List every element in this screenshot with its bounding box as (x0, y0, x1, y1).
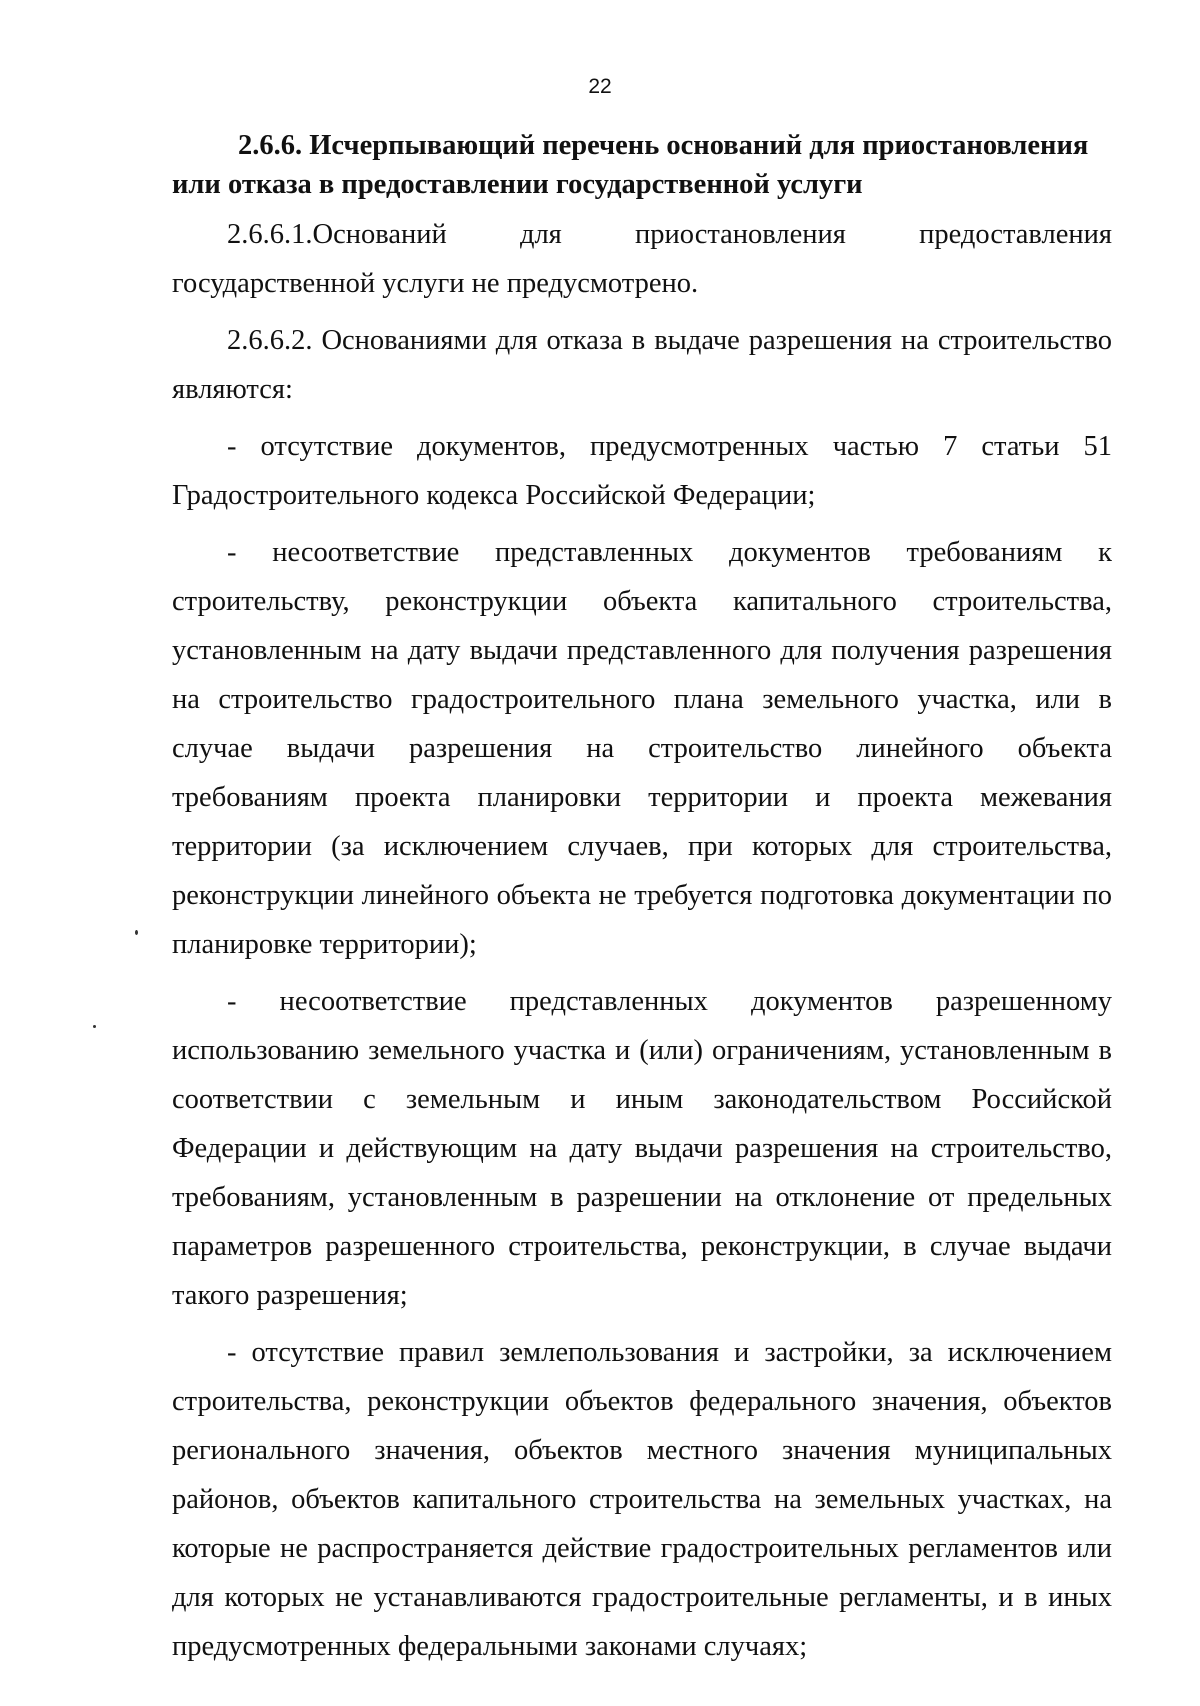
section-heading: 2.6.6. Исчерпывающий перечень оснований для приостановления или отказа в предоставлении государственной услуги (172, 130, 1089, 200)
list-item-missing-rules: - отсутствие правил землепользования и застройки, за исключением строительства, реконструкции объектов федерального значения, объектов регионального значения, объектов местного значения муниципальных районов, объектов капитального строительства на земельных участках, на которые не распространяется действие градостроительных регламентов или для которых не устанавливаются градостроительные регламенты, и в иных предусмотренных федеральными законами случаях; (172, 1337, 1112, 1662)
list-item-missing-documents: - отсутствие документов, предусмотренных частью 7 статьи 51 Градостроительного кодекса Российской Федерации; (172, 431, 1112, 511)
document-body (172, 126, 1112, 1679)
list-item-nonconformity-requirements: - несоответствие представленных документов требованиям к строительству, реконструкции объекта капитального строительства, установленным на дату выдачи представленного для получения разрешения на строительство градостроительного плана земельного участка, или в случае выдачи разрешения на строительство линейного объекта требованиям проекта планировки территории и проекта межевания территории (за исключением случаев, при которых для строительства, реконструкции линейного объекта не требуется подготовка документации по планировке территории); (172, 537, 1112, 960)
page-number: 22 (588, 75, 612, 98)
scan-speck (135, 930, 138, 935)
paragraph-2-6-6-1: 2.6.6.1.Оснований для приостановления предоставления государственной услуги не предусмотрено. (172, 219, 1112, 299)
list-item-nonconformity-usage: - несоответствие представленных документов разрешенному использованию земельного участка и (или) ограничениям, установленным в соответствии с земельным и иным законодательством Российской Федерации и действующим на дату выдачи разрешения на строительство, требованиям, установленным в разрешении на отклонение от предельных параметров разрешенного строительства, реконструкции, в случае выдачи такого разрешения; (172, 986, 1112, 1311)
paragraph-2-6-6-2: 2.6.6.2. Основаниями для отказа в выдаче разрешения на строительство являются: (172, 325, 1112, 405)
scan-speck (93, 1025, 96, 1028)
